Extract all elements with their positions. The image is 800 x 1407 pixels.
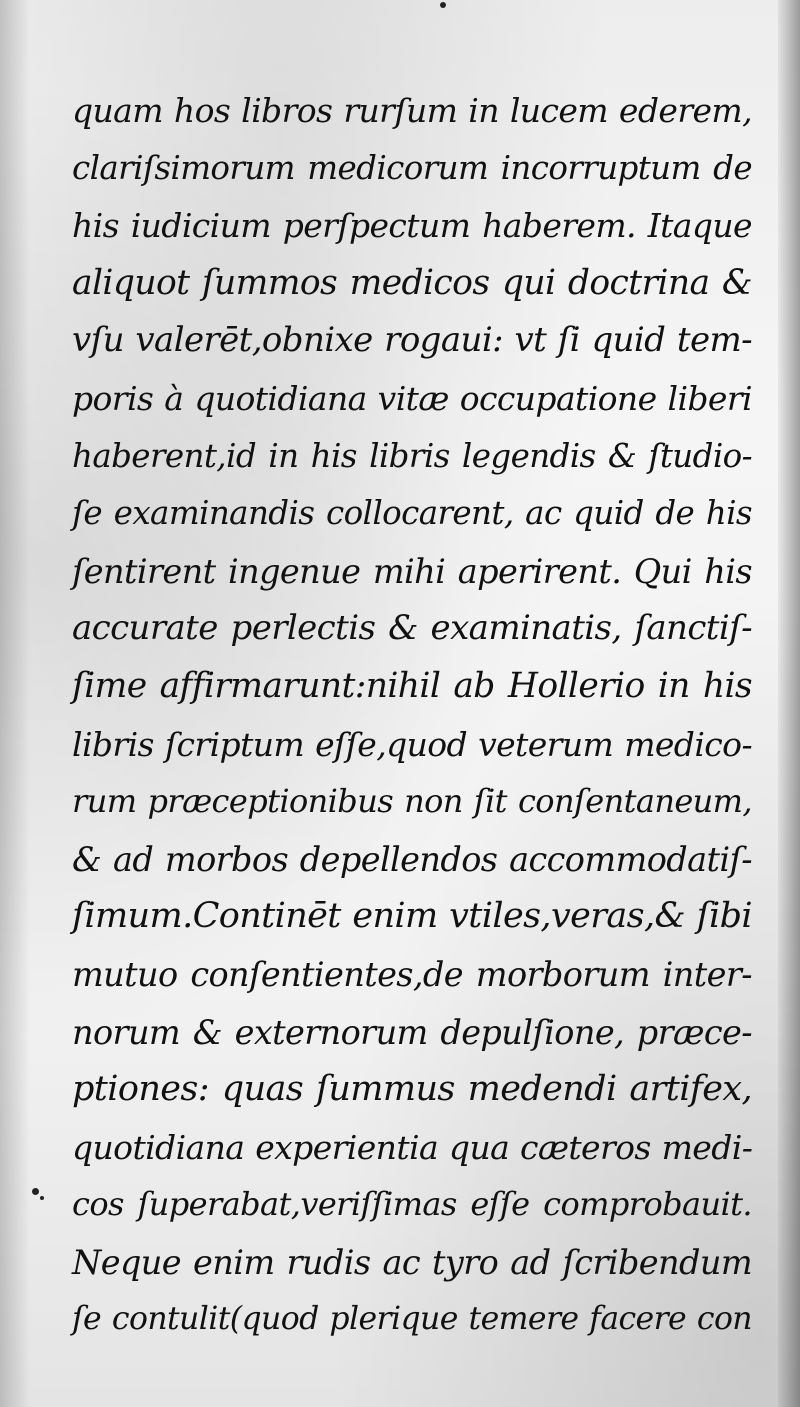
text-line-9: ſentirent ingenue mihi aperirent. Qui his: [72, 551, 752, 591]
text-line-7: haberent,id in his libris legendis & ſtudio-: [72, 436, 752, 475]
text-line-13: rum præceptionibus non ſit conſentaneum,: [72, 782, 752, 821]
text-line-16: mutuo conſentientes,de morborum inter-: [72, 954, 752, 994]
page-left-shadow: [0, 0, 30, 1407]
ink-speck: [32, 1188, 39, 1195]
text-line-2: clariſsimorum medicorum incorruptum de: [72, 148, 752, 187]
text-line-20: cos ſuperabat,veriſſimas eſſe comprobauit.: [72, 1185, 752, 1224]
text-line-12: libris ſcriptum eſſe,quod veterum medico-: [72, 724, 752, 764]
text-line-6: poris à quotidiana vitæ occupatione liberi: [72, 378, 752, 418]
page-right-shadow: [778, 0, 800, 1407]
text-line-15: ſimum.Continēt enim vtiles,veras,& ſibi: [72, 896, 752, 937]
text-line-22: ſe contulit(quod plerique temere facere con: [72, 1301, 752, 1338]
ink-speck: [440, 2, 446, 8]
text-line-11: ſime affirmarunt:nihil ab Hollerio in his: [72, 665, 752, 706]
text-line-10: accurate perlectis & examinatis, ſanctiſ-: [72, 608, 752, 649]
text-line-21: Neque enim rudis ac tyro ad ſcribendum: [72, 1242, 752, 1282]
text-line-4: aliquot ſummos medicos qui doctrina &: [72, 262, 752, 303]
text-line-14: & ad morbos depellendos accommodatiſ-: [72, 839, 752, 879]
text-line-1: quam hos libros rurſum in lucem ederem,: [72, 91, 752, 130]
text-line-8: ſe examinandis collocarent, ac quid de his: [72, 494, 752, 533]
text-line-19: quotidiana experientia qua cæteros medi-: [72, 1127, 753, 1167]
text-line-3: his iudicium perſpectum haberem. Itaque: [72, 206, 752, 246]
text-line-17: norum & externorum depulſione, præce-: [72, 1012, 752, 1052]
text-line-5: vſu valerēt,obnixe rogaui: vt ſi quid tem-: [72, 320, 752, 361]
latin-text-block: [72, 82, 752, 1349]
ink-speck: [40, 1196, 44, 1200]
text-line-18: ptiones: quas ſummus medendi artifex,: [72, 1069, 752, 1110]
